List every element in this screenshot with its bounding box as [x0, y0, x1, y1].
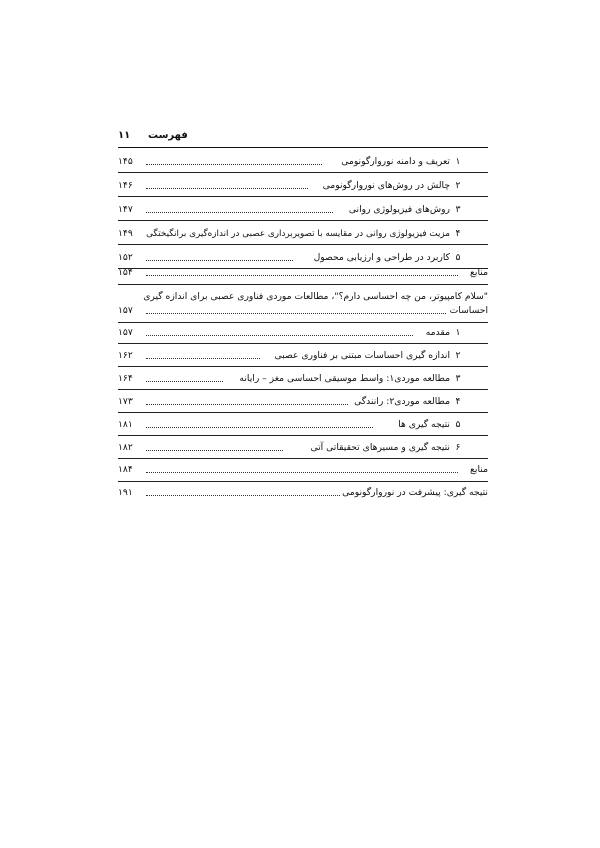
row-separator [118, 220, 488, 221]
toc-entry[interactable] [118, 326, 488, 340]
leader-dots [146, 188, 308, 189]
row-separator [118, 435, 488, 436]
leader-dots [146, 164, 322, 165]
toc-entry-title: مزیت فیزیولوژی روانی در مقایسه با تصویربرداری عصبی در اندازه‌گیری برانگیختگی [146, 229, 450, 239]
toc-entry-page: ۱۶۲ [118, 350, 133, 361]
leader-dots [146, 260, 293, 261]
row-separator [118, 196, 488, 197]
toc-entry-number: ۲ [455, 350, 461, 361]
leader-dots [146, 313, 446, 314]
toc-entry-page: ۱۸۲ [118, 442, 133, 453]
toc-sources[interactable] [118, 463, 488, 477]
chapter-entry[interactable] [118, 304, 488, 318]
row-separator [118, 389, 488, 390]
leader-dots [146, 450, 283, 451]
toc-entry-page: ۱۴۹ [118, 228, 133, 239]
row-separator [118, 481, 488, 482]
toc-entry-number: ۳ [455, 373, 461, 384]
toc-entry-page: ۱۷۳ [118, 396, 133, 407]
toc-entry[interactable] [118, 418, 488, 432]
toc-sources-page: ۱۸۴ [118, 464, 133, 475]
toc-entry[interactable] [118, 155, 488, 169]
toc-entry-number: ۵ [455, 252, 461, 263]
toc-sources-page: ۱۵۴ [118, 267, 133, 278]
toc-entry[interactable] [118, 372, 488, 386]
chapter-title-line1: "سلام کامپیوتر، من چه احساسی دارم؟"، مطالعات موردی فناوری عصبی برای اندازه گیری [143, 291, 488, 302]
toc-entry[interactable] [118, 227, 488, 241]
row-separator [118, 322, 488, 323]
leader-dots [146, 495, 340, 496]
conclusion-entry[interactable] [118, 486, 488, 500]
leader-dots [146, 404, 348, 405]
toc-entry[interactable] [118, 179, 488, 193]
toc-entry-title: روش‌های فیزیولوژی روانی [348, 204, 450, 215]
leader-dots [146, 212, 333, 213]
toc-entry-page: ۱۶۴ [118, 373, 133, 384]
toc-entry[interactable] [118, 251, 488, 265]
toc-entry-title: مقدمه [425, 327, 450, 338]
row-separator [118, 366, 488, 367]
toc-sources-title: منابع [470, 464, 488, 475]
conclusion-page: ۱۹۱ [118, 487, 133, 498]
leader-dots [146, 472, 458, 473]
toc-entry-number: ۴ [455, 228, 461, 239]
toc-entry-title: نتیجه گیری و مسیرهای تحقیقاتی آتی [310, 442, 450, 453]
row-separator [118, 244, 488, 245]
chapter-title-line2: احساسات [449, 305, 488, 316]
toc-sources-title: منابع [470, 267, 488, 278]
toc-entry-number: ۱ [455, 327, 461, 338]
row-separator [118, 458, 488, 459]
toc-entry-number: ۳ [455, 204, 461, 215]
row-separator [118, 172, 488, 173]
toc-entry-page: ۱۸۱ [118, 419, 133, 430]
toc-entry[interactable] [118, 395, 488, 409]
toc-entry-title: نتیجه گیری ها [398, 419, 450, 430]
toc-entry-page: ۱۵۷ [118, 327, 133, 338]
toc-entry-number: ۶ [455, 442, 461, 453]
toc-entry-page: ۱۴۷ [118, 204, 133, 215]
row-separator [118, 343, 488, 344]
toc-entry-title: اندازه گیری احساسات مبتنی بر فناوری عصبی [274, 350, 450, 361]
row-separator [118, 412, 488, 413]
toc-entry-title: تعریف و دامنه نوروارگونومی [341, 156, 450, 167]
chapter-page: ۱۵۷ [118, 305, 133, 316]
toc-entry-page: ۱۴۵ [118, 156, 133, 167]
row-separator [118, 284, 488, 285]
toc-entry-title: مطالعه موردی۲: رانندگی [354, 396, 450, 407]
conclusion-title: نتیجه گیری: پیشرفت در نوروارگونومی [342, 487, 488, 498]
toc-entry-number: ۵ [455, 419, 461, 430]
leader-dots [146, 335, 413, 336]
header-page-number: ۱۱ [118, 130, 131, 141]
toc-entry[interactable] [118, 349, 488, 363]
toc-entry[interactable] [118, 441, 488, 455]
header-title: فهرست [148, 130, 188, 141]
page-header [118, 130, 488, 144]
leader-dots [146, 381, 223, 382]
leader-dots [146, 358, 260, 359]
toc-entry-number: ۴ [455, 396, 461, 407]
toc-entry-number: ۱ [455, 156, 461, 167]
toc-sources[interactable] [118, 266, 488, 280]
header-rule [118, 147, 488, 148]
leader-dots [146, 275, 458, 276]
toc-entry-title: کاربرد در طراحی و ارزیابی محصول [313, 252, 450, 263]
toc-entry-title: چالش در روش‌های نوروارگونومی [322, 180, 450, 191]
toc-entry-title: مطالعه موردی۱: واسط موسیقی احساسی مغز – رایانه [239, 373, 450, 384]
toc-entry-number: ۲ [455, 180, 461, 191]
toc-entry-page: ۱۴۶ [118, 180, 133, 191]
leader-dots [146, 427, 373, 428]
toc-entry-page: ۱۵۲ [118, 252, 133, 263]
toc-entry[interactable] [118, 203, 488, 217]
